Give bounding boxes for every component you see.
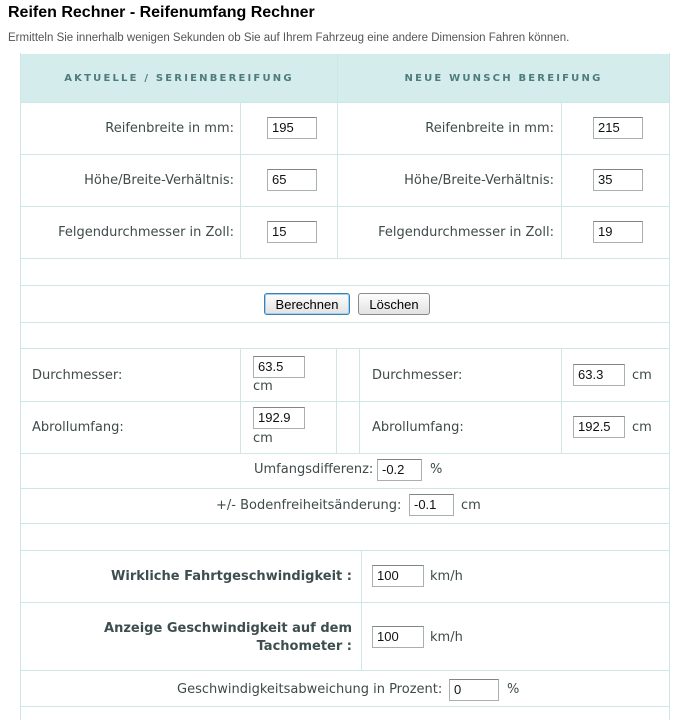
row-divider	[20, 348, 670, 349]
calculate-button[interactable]: Berechnen	[264, 293, 350, 315]
circumference-difference-unit: %	[430, 462, 443, 477]
current-width-input[interactable]: 195	[267, 117, 317, 139]
row-divider	[20, 322, 670, 323]
column-divider	[561, 102, 562, 258]
tacho-speed-input[interactable]: 100	[372, 626, 424, 648]
row-divider	[20, 285, 670, 286]
new-width-input[interactable]: 215	[593, 117, 643, 139]
row-divider	[20, 206, 670, 207]
new-diameter-output[interactable]: 63.3	[573, 364, 625, 386]
current-width-label: Reifenbreite in mm:	[105, 121, 234, 136]
page-subtitle: Ermitteln Sie innerhalb wenigen Sekunden ob Sie auf Ihrem Fahrzeug eine andere Dimension Fahren können.	[8, 32, 570, 44]
ground-clearance-unit: cm	[461, 498, 481, 513]
row-divider	[20, 154, 670, 155]
circumference-difference-label: Umfangsdifferenz:	[254, 462, 374, 477]
speed-deviation-label: Geschwindigkeitsabweichung in Prozent:	[177, 682, 443, 697]
row-divider	[20, 706, 670, 707]
current-diameter-label: Durchmesser:	[32, 368, 123, 383]
new-circumference-output[interactable]: 192.5	[573, 416, 625, 438]
new-ratio-input[interactable]: 35	[593, 169, 643, 191]
header-new-tires: NEUE WUNSCH BEREIFUNG	[338, 54, 669, 102]
current-circumference-unit: cm	[253, 431, 273, 446]
row-divider	[20, 453, 670, 454]
speed-deviation-output[interactable]: 0	[449, 679, 499, 701]
column-divider	[240, 102, 241, 258]
current-ratio-label: Höhe/Breite-Verhältnis:	[84, 173, 234, 188]
clear-button[interactable]: Löschen	[358, 293, 430, 315]
tacho-speed-label-line1: Anzeige Geschwindigkeit auf dem	[104, 621, 352, 636]
row-divider	[20, 602, 670, 603]
column-divider	[336, 348, 337, 453]
new-rim-label: Felgendurchmesser in Zoll:	[378, 225, 554, 240]
current-circumference-label: Abrollumfang:	[32, 420, 124, 435]
row-divider	[20, 258, 670, 259]
current-circumference-output[interactable]: 192.9	[253, 407, 305, 429]
current-ratio-input[interactable]: 65	[267, 169, 317, 191]
new-circumference-unit: cm	[632, 420, 652, 435]
row-divider	[20, 488, 670, 489]
new-diameter-label: Durchmesser:	[372, 368, 463, 383]
current-diameter-output[interactable]: 63.5	[253, 356, 305, 378]
column-divider	[361, 550, 362, 670]
column-divider	[337, 54, 338, 258]
ground-clearance-output[interactable]: -0.1	[409, 494, 454, 516]
current-diameter-unit: cm	[253, 379, 273, 394]
current-rim-label: Felgendurchmesser in Zoll:	[58, 225, 234, 240]
row-divider	[20, 523, 670, 524]
new-diameter-unit: cm	[632, 368, 652, 383]
column-divider	[240, 348, 241, 453]
speed-deviation-unit: %	[507, 682, 520, 697]
column-divider	[561, 348, 562, 453]
column-divider	[359, 348, 360, 453]
row-divider	[20, 670, 670, 671]
row-divider	[20, 102, 670, 103]
ground-clearance-label: +/- Bodenfreiheitsänderung:	[216, 498, 402, 513]
real-speed-unit: km/h	[430, 569, 463, 584]
circumference-difference-output[interactable]: -0.2	[377, 459, 422, 481]
real-speed-label: Wirkliche Fahrtgeschwindigkeit :	[111, 569, 352, 584]
header-current-tires: AKTUELLE / SERIENBEREIFUNG	[21, 54, 337, 102]
row-divider	[20, 401, 670, 402]
tacho-speed-label-line2: Tachometer :	[256, 639, 352, 654]
new-circumference-label: Abrollumfang:	[372, 420, 464, 435]
page-title: Reifen Rechner - Reifenumfang Rechner	[8, 4, 315, 21]
new-width-label: Reifenbreite in mm:	[425, 121, 554, 136]
current-rim-input[interactable]: 15	[267, 221, 317, 243]
new-ratio-label: Höhe/Breite-Verhältnis:	[404, 173, 554, 188]
new-rim-input[interactable]: 19	[593, 221, 643, 243]
real-speed-input[interactable]: 100	[372, 565, 424, 587]
tacho-speed-unit: km/h	[430, 630, 463, 645]
row-divider	[20, 550, 670, 551]
